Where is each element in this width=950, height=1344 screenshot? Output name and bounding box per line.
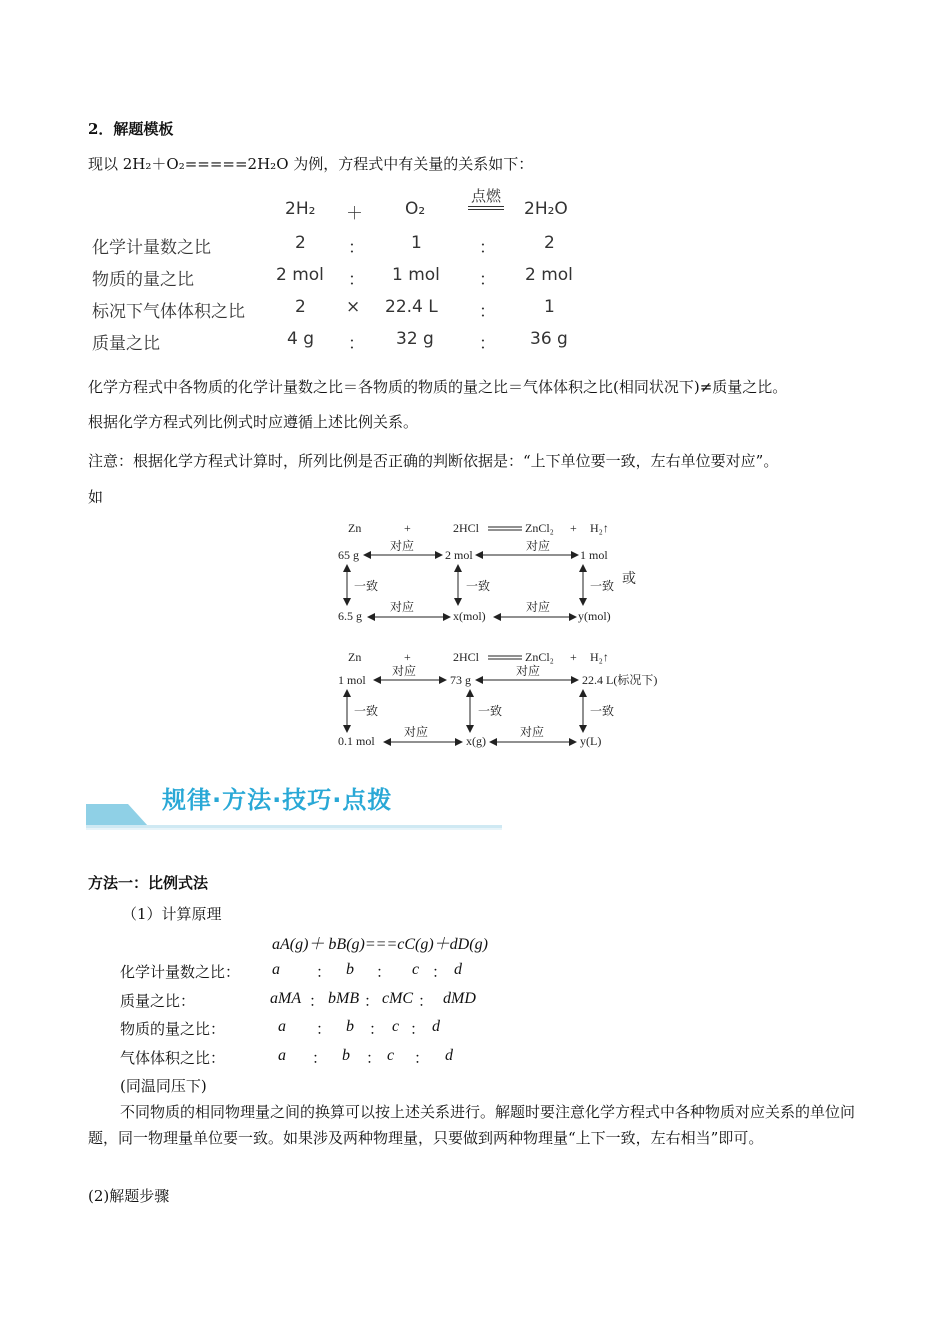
species-plus: + (570, 521, 577, 535)
paragraph: 注意：根据化学方程式计算时，所列比例是否正确的判断依据是：“上下单位要一致，左右单位要对应”。 (88, 452, 779, 470)
corresponds-label: 对应 (404, 725, 429, 739)
ratio-term (443, 990, 476, 1008)
section-banner (86, 776, 506, 834)
species-plus: + (404, 650, 411, 664)
consistent-label: 一致 (354, 579, 379, 593)
ratio-sep: ： (312, 1049, 328, 1067)
method-heading: 方法一：比例式法 (88, 874, 209, 892)
value-label: 1 mol (338, 673, 366, 687)
section-heading: 2．解题模板 (88, 120, 174, 138)
species-zn: Zn (348, 521, 362, 535)
consistent-label: 一致 (478, 704, 503, 718)
ratio-term: d (445, 1047, 453, 1064)
row-value: 36 g (530, 329, 568, 349)
sub-heading: (2)解题步骤 (88, 1187, 170, 1205)
value-label: y(mol) (578, 609, 611, 623)
corresponds-label: 对应 (520, 725, 545, 739)
row-sep: ： (348, 270, 365, 290)
row-sep: × (346, 297, 361, 317)
row-value: 22.4 L (385, 297, 438, 317)
row-label: 质量之比 (92, 334, 160, 354)
row-value: 1 mol (392, 265, 440, 285)
ratio-term: c (387, 1047, 395, 1064)
ratio-term: a (278, 1047, 286, 1064)
value-label: 22.4 L(标况下) (582, 673, 658, 687)
ratio-label: 气体体积之比： (120, 1049, 226, 1067)
ratio-term-text: bMB (328, 990, 360, 1007)
species-o2: O₂ (405, 199, 426, 219)
row-sep: ： (479, 302, 496, 322)
ratio-term-text: aMA (270, 990, 302, 1007)
ratio-sep: ： (316, 1020, 332, 1038)
species-h2: 2H₂ (285, 199, 316, 219)
row-label: 标况下气体体积之比 (92, 302, 245, 322)
species-zncl2: ZnCl₂ (525, 650, 554, 664)
species-zn: Zn (348, 650, 362, 664)
ratio-sep: ： (432, 963, 448, 981)
consistent-label: 一致 (354, 704, 379, 718)
value-label: 1 mol (580, 548, 608, 562)
ratio-sep: ： (376, 963, 392, 981)
ratio-term-text: cMC (382, 990, 414, 1007)
paragraph: 化学方程式中各物质的化学计量数之比＝各物质的物质的量之比＝气体体积之比(相同状况下)≠质量之比。 (88, 378, 788, 396)
paragraph: 如 (88, 488, 104, 506)
ratio-sep: ： (410, 1020, 426, 1038)
reaction-equation: aA(g)＋ bB(g)===cC(g)＋dD(g) (272, 936, 488, 953)
consistent-label: 一致 (590, 704, 615, 718)
row-sep: ： (479, 270, 496, 290)
ratio-label: 化学计量数之比： (120, 963, 241, 981)
correspondence-diagram-1 (330, 515, 670, 630)
or-label: 或 (622, 572, 636, 587)
ratio-term: c (392, 1018, 400, 1035)
ratio-term: a (278, 1018, 286, 1035)
value-label: 2 mol (445, 548, 473, 562)
species-hcl: 2HCl (453, 650, 480, 664)
species-hcl: 2HCl (453, 521, 480, 535)
corresponds-label: 对应 (516, 664, 541, 678)
ratio-label: 物质的量之比： (120, 1020, 226, 1038)
intro-text: 现以 2H₂＋O₂=====2H₂O 为例，方程式中有关量的关系如下： (88, 155, 534, 173)
row-sep: ： (479, 334, 496, 354)
row-value: 2 mol (276, 265, 324, 285)
ratio-term: b (346, 1018, 354, 1035)
corresponds-label: 对应 (390, 600, 415, 614)
method-paragraph: 不同物质的相同物理量之间的换算可以按上述关系进行。解题时要注意化学方程式中各种物质对应关系的单位问题，同一物理量单位要一致。如果涉及两种物理量，只要做到两种物理量“上下一致，左右相当”即可。 (88, 1103, 856, 1147)
species-h2: H₂↑ (590, 521, 609, 535)
equals-arrow (468, 206, 504, 210)
ratio-term: d (454, 961, 462, 978)
ratio-sep: ： (309, 992, 325, 1010)
ratio-term-text: dMD (443, 990, 476, 1007)
banner-title: 规律·方法·技巧·点拨 (162, 786, 393, 814)
ratio-label: 质量之比： (120, 992, 196, 1010)
row-value: 2 (544, 233, 555, 253)
arrow-label: 点燃 (471, 187, 502, 205)
correspondence-diagram-2 (330, 644, 680, 752)
ratio-term (270, 990, 301, 1008)
condition-note: (同温同压下) (120, 1077, 207, 1095)
ratio-term: a (272, 961, 280, 978)
ratio-sep: ： (418, 992, 434, 1010)
row-label: 物质的量之比 (92, 270, 194, 290)
value-label: x(g) (466, 734, 486, 748)
row-value: 32 g (396, 329, 434, 349)
value-label: x(mol) (453, 609, 486, 623)
ratio-term (382, 990, 413, 1008)
ratio-term (328, 990, 359, 1008)
ratio-term: b (346, 961, 354, 978)
ratio-term: d (432, 1018, 440, 1035)
species-plus: + (404, 521, 411, 535)
row-value: 1 (544, 297, 555, 317)
value-label: 73 g (450, 673, 471, 687)
value-label: 6.5 g (338, 609, 362, 623)
species-h2o: 2H₂O (524, 199, 568, 219)
value-label: 65 g (338, 548, 359, 562)
corresponds-label: 对应 (526, 600, 551, 614)
row-value: 1 (411, 233, 422, 253)
ratio-term: c (412, 961, 420, 978)
corresponds-label: 对应 (390, 539, 415, 553)
species-plus: ＋ (346, 204, 363, 224)
corresponds-label: 对应 (392, 664, 417, 678)
consistent-label: 一致 (590, 579, 615, 593)
ratio-sep: ： (364, 992, 380, 1010)
ratio-sep: ： (414, 1049, 430, 1067)
paragraph: 根据化学方程式列比例式时应遵循上述比例关系。 (88, 413, 419, 431)
ratio-term: b (342, 1047, 350, 1064)
consistent-label: 一致 (466, 579, 491, 593)
ratio-sep: ： (369, 1020, 385, 1038)
row-sep: ： (348, 334, 365, 354)
row-value: 2 mol (525, 265, 573, 285)
ratio-sep: ： (366, 1049, 382, 1067)
sub-heading: （1）计算原理 (122, 905, 222, 923)
row-label: 化学计量数之比 (92, 238, 211, 258)
row-value: 2 (295, 297, 306, 317)
species-h2: H₂↑ (590, 650, 609, 664)
row-value: 4 g (287, 329, 315, 349)
row-sep: ： (479, 238, 496, 258)
corresponds-label: 对应 (526, 539, 551, 553)
species-zncl2: ZnCl₂ (525, 521, 554, 535)
species-plus: + (570, 650, 577, 664)
equation-table (92, 187, 592, 358)
value-label: y(L) (580, 734, 602, 748)
value-label: 0.1 mol (338, 734, 375, 748)
ratio-sep: ： (316, 963, 332, 981)
row-sep: ： (348, 238, 365, 258)
row-value: 2 (295, 233, 306, 253)
